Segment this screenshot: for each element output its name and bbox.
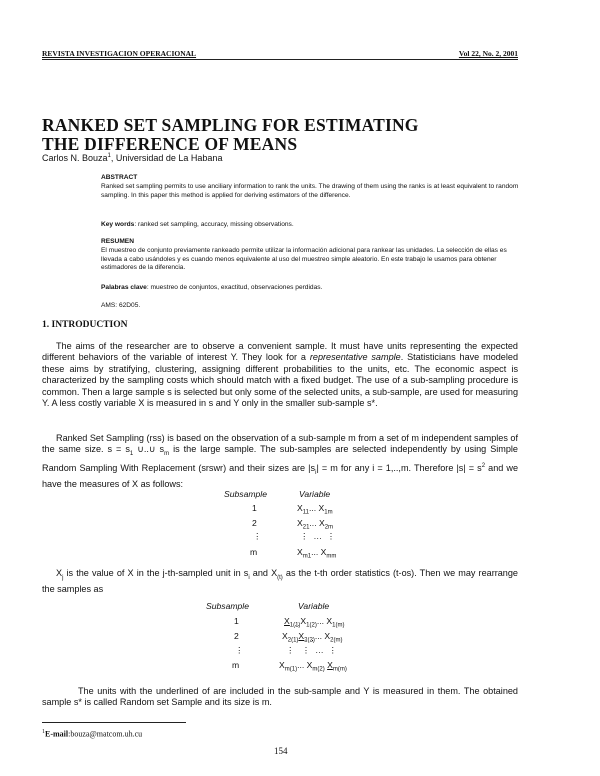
table1-header-subsample: Subsample <box>224 489 267 499</box>
abstract-keywords <box>101 221 519 230</box>
title-line-1: RANKED SET SAMPLING FOR ESTIMATING <box>42 115 419 135</box>
table2-row-value: $X_{m(1)}$... $X_{m(2)}$ $X_{m(m)}$ <box>279 660 347 673</box>
footnote-label: E-mail <box>45 729 69 739</box>
palabras-clave-text: : muestreo de conjuntos, exactitud, observaciones perdidas. <box>146 284 323 291</box>
table1-row-value: $X_{m1}$... $X_{mm}$ <box>297 547 337 560</box>
table1-row-label: 1 <box>252 503 257 513</box>
header-rule <box>42 59 518 60</box>
title-line-2: THE DIFFERENCE OF MEANS <box>42 134 298 154</box>
footnote <box>42 729 142 739</box>
paragraph-2-part-c: | = m for any i = 1,..,m. Therefore |s| = s <box>316 462 482 473</box>
table1-row-value: $X_{11}$... $X_{1m}$ <box>297 503 333 516</box>
paragraph-3-part-b: is the value of X in the j-th-sampled unit in s <box>63 568 249 578</box>
ams-classification: AMS: 62D05. <box>101 302 141 309</box>
paragraph-3-part-a: X <box>56 568 63 578</box>
author-affiliation: , Universidad de La Habana <box>110 153 223 163</box>
abstract-text: Ranked set sampling permits to use anciliary information to rank the units. The drawing of them using the ranks is at least equivalent to random sampling. In this paper this method is applied for deriving estimators of the difference. <box>101 183 519 199</box>
paragraph-1 <box>42 341 518 409</box>
resumen-text: El muestreo de conjunto previamente rankeado permite utilizar la información adicional para rankear las unidades. La selección de ellas es llevada a cabo usándoles y es cuando menos equivalente al uso del muestreo simple aleatorio. En este trabajo le usamos para obtener estimadores de la diferencia. <box>101 247 507 272</box>
paragraph-2: Ranked Set Sampling (rss) is based on the observation of a sub-sample m from a set of m independent samples of the same size. $s = s_1$ ∪..∪ $s_m$ is the large sample. The sub-samples are selected independently by using Simple Random Sampling With Replacement (srswr) and their sizes are $|s_i| = m$ for any i = 1,..,m. Therefore $|s| = s^2$ and we have the measures of X as follows: <box>42 433 518 489</box>
footnote-mark: 1 <box>42 729 45 735</box>
resumen-keywords <box>101 284 519 293</box>
paragraph-3-part-c: and X <box>249 568 278 578</box>
volume-header: Vol 22, No. 2, 2001 <box>458 49 518 58</box>
journal-header: REVISTA INVESTIGACION OPERACIONAL <box>42 49 197 58</box>
paragraph-3-part-d: as the t-th order statistics (t-os). Then we may rearrange the samples as <box>42 568 518 595</box>
paragraph-3: $X_j$ is the value of X in the j-th-sampled unit in $s_i$ and $X_{(t)}$ as the t-th order statistics (t-os). Then we may rearrange the samples as <box>42 568 518 595</box>
table2-row-label: m <box>232 660 240 670</box>
table1-row-label: ⋮ <box>253 531 262 541</box>
table2-header-subsample: Subsample <box>206 601 249 611</box>
author-name: Carlos N. Bouza <box>42 153 108 163</box>
paragraph-1-part-b: . Statisticians have modeled these aims by stratifying, clustering, assigning different probabilities to the units, etc. The economic aspect is characterized by the sampling costs which should match with a fixed budget. The use of a sub-sampling procedure is common. Then a large sample s is selected but only some of the selected units, a sub-sample, are used for measuring Y. A less costly variable X is measured in s and Y only in the smaller sub-sample s*. <box>42 352 519 409</box>
table1-header-variable: Variable <box>299 489 331 499</box>
table2-row-value: $X_{2(1)}X_{2(2)}$... $X_{2(m)}$ <box>282 631 343 644</box>
page-number: 154 <box>274 746 288 756</box>
footnote-rule <box>42 722 186 723</box>
footnote-email: :bouza@matcom.uh.cu <box>68 729 143 739</box>
keywords-text: : ranked set sampling, accuracy, missing observations. <box>134 221 294 228</box>
paragraph-2-part-a: Ranked Set Sampling (rss) is based on the observation of a sub-sample m from a set of m independent samples of the same size. s = s <box>42 433 518 455</box>
abstract-heading: ABSTRACT <box>101 174 138 181</box>
table2-row-value: ⋮ ⋮ … ⋮ <box>286 645 338 655</box>
keywords-label: Key words <box>101 221 135 228</box>
paragraph-1-part-a: The aims of the researcher are to observe a convenient sample. It must have units representing the expected different behaviors of the variable of interest Y. They look for a <box>42 341 518 363</box>
table2-row-label: 1 <box>234 616 239 626</box>
resumen-heading: RESUMEN <box>101 238 134 245</box>
section-heading: 1. INTRODUCTION <box>42 320 128 330</box>
paragraph-1-emphasis: representative sample <box>309 352 401 363</box>
paragraph-4: The units with the underlined of are included in the sub-sample and Y is measured in them. The obtained sample s* is called Random set Sample and its size is m. <box>42 686 518 708</box>
table1-row-value: ⋮ … ⋮ <box>300 531 336 541</box>
table2-row-label: 2 <box>234 631 239 641</box>
table1-row-value: $X_{21}$... $X_{2m}$ <box>297 518 334 531</box>
paragraph-2-part-d: and we have the measures of X as follows: <box>42 462 518 489</box>
table2-row-value: $X_{1(1)}X_{1(2)}$... $X_{1(m)}$ <box>284 616 345 629</box>
author-footnote-mark: 1 <box>107 153 111 159</box>
table2-row-label: ⋮ <box>235 645 244 655</box>
author-line <box>42 153 222 163</box>
paragraph-2-part-b: is the large sample. The sub-samples are selected independently by using Simple Random Sampling With Replacement (srswr) and their sizes are |s <box>42 444 518 473</box>
palabras-clave-label: Palabras clave <box>101 284 147 291</box>
table1-row-label: m <box>250 547 258 557</box>
table1-row-label: 2 <box>252 518 257 528</box>
table2-header-variable: Variable <box>298 601 330 611</box>
